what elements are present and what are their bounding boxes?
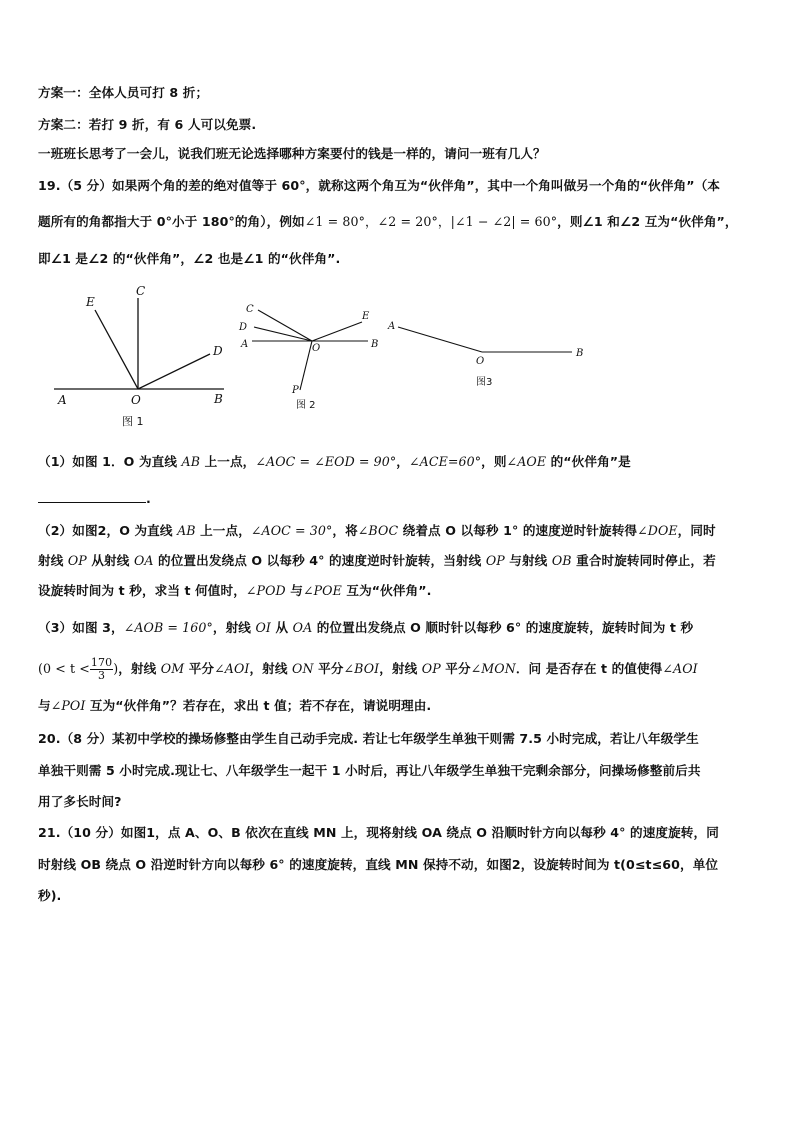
q19-p1-angle-ace: ∠ACE=60° bbox=[409, 454, 482, 469]
math-poe: ∠POE bbox=[302, 583, 342, 598]
fig2-ray-od bbox=[254, 327, 312, 341]
q19-line-3: 即∠1 是∠2 的“伙伴角”，∠2 也是∠1 的“伙伴角”. bbox=[38, 251, 341, 266]
q19-part-3-line-1 bbox=[38, 619, 693, 637]
math-aob: ∠AOB = 160° bbox=[123, 620, 213, 635]
math-ab: AB bbox=[177, 523, 196, 538]
fig1-label-e: E bbox=[86, 295, 95, 309]
fig1-label-a: A bbox=[58, 393, 67, 407]
fig2-ray-oc bbox=[258, 310, 312, 341]
t: 上一点， bbox=[195, 523, 251, 538]
fig2-ray-oe bbox=[312, 322, 362, 341]
q19-line-2-text-b: ，则∠1 和∠2 互为“伙伴角”， bbox=[557, 214, 738, 229]
fig2-label-c: C bbox=[246, 304, 254, 315]
t: 重合时旋转同时停止，若 bbox=[571, 553, 716, 568]
q19-part-3-line-3 bbox=[38, 697, 431, 715]
math-oa: OA bbox=[133, 553, 154, 568]
fig3-label-b: B bbox=[576, 348, 584, 359]
fig1-label-c: C bbox=[136, 284, 146, 298]
figure-1 bbox=[50, 280, 240, 430]
q19-part-1-answer bbox=[38, 489, 151, 508]
fig3-label-o: O bbox=[476, 356, 485, 367]
fig1-ray-oe bbox=[95, 310, 138, 389]
q19-p1-text-a: （1）如图 1．O 为直线 bbox=[38, 454, 182, 469]
t: ，射线 bbox=[118, 661, 161, 676]
math-ob: OB bbox=[551, 553, 572, 568]
fig3-label-a: A bbox=[388, 321, 396, 332]
q19-part-1 bbox=[38, 453, 631, 471]
math-doe: ∠DOE bbox=[637, 523, 678, 538]
q20-line-1: 20.（8 分）某初中学校的操场修整由学生自己动手完成. 若让七年级学生单独干则需 7.5 小时完成，若让八年级学生 bbox=[38, 731, 699, 746]
t: ，将 bbox=[332, 523, 358, 538]
t: 与射线 bbox=[504, 553, 552, 568]
fig1-label-b: B bbox=[214, 392, 223, 406]
q19-p1-line-ab: AB bbox=[181, 454, 201, 469]
math-aoi: ∠AOI bbox=[214, 661, 250, 676]
q19-line-1: 19.（5 分）如果两个角的差的绝对值等于 60°，就称这两个角互为“伙伴角”，其中一个角叫做另一个角的“伙伴角”（本 bbox=[38, 178, 720, 193]
fig1-label-d: D bbox=[213, 344, 223, 358]
math-aoc: ∠AOC = 30° bbox=[250, 523, 333, 538]
t: （2）如图2，O 为直线 bbox=[38, 523, 178, 538]
math-boi: ∠BOI bbox=[343, 661, 380, 676]
fig3-ray-oa bbox=[398, 327, 482, 352]
q19-p1-end: . bbox=[146, 491, 151, 506]
q19-line-2-text-a: 题所有的角都指大于 0°小于 180°的角），例如 bbox=[38, 214, 305, 229]
fig2-label-a: A bbox=[241, 339, 249, 350]
t: 与 bbox=[285, 583, 303, 598]
figure-3 bbox=[384, 315, 594, 390]
q19-line-2 bbox=[38, 213, 738, 231]
q20-line-2: 单独干则需 5 小时完成.现让七、八年级学生一起干 1 小时后，再让八年级学生单独干完剩余部分，问操场修整前后共 bbox=[38, 763, 701, 778]
fig2-caption: 图 2 bbox=[296, 400, 316, 411]
math-mon: ∠MON bbox=[470, 661, 516, 676]
q21-line-3: 秒). bbox=[38, 888, 62, 903]
fig2-label-e: E bbox=[362, 311, 370, 322]
math-om: OM bbox=[160, 661, 185, 676]
answer-blank[interactable] bbox=[38, 489, 146, 503]
t: 平分 bbox=[184, 661, 215, 676]
q21-line-1: 21.（10 分）如图1，点 A、O、B 依次在直线 MN 上，现将射线 OA 绕点 O 沿顺时针方向以每秒 4° 的速度旋转，同 bbox=[38, 825, 719, 840]
t: 射线 bbox=[38, 553, 68, 568]
fig1-label-o: O bbox=[131, 393, 141, 407]
fig2-label-d: D bbox=[239, 322, 248, 333]
q20-line-3: 用了多长时间? bbox=[38, 794, 122, 809]
q19-p1-text-c: ， bbox=[396, 454, 409, 469]
plan-one: 方案一：全体人员可打 8 折； bbox=[38, 85, 209, 100]
q19-p1-text-e: 的“伙伴角”是 bbox=[546, 454, 631, 469]
t: 互为“伙伴角”. bbox=[341, 583, 432, 598]
math-range-open: (0 < t < bbox=[38, 661, 90, 676]
q19-p1-text-b: 上一点， bbox=[200, 454, 256, 469]
t: 从 bbox=[271, 620, 293, 635]
q19-example-formula: ∠1 = 80°，∠2 = 20°，|∠1 − ∠2| = 60° bbox=[304, 214, 558, 229]
q19-p1-angles: ∠AOC = ∠EOD = 90° bbox=[255, 454, 397, 469]
figure-2 bbox=[236, 300, 386, 415]
t: 绕着点 O 以每秒 1° 的速度逆时针旋转得 bbox=[398, 523, 638, 538]
fig2-label-b: B bbox=[371, 339, 379, 350]
t: 的位置出发绕点 O 顺时针以每秒 6° 的速度旋转，旋转时间为 t 秒 bbox=[312, 620, 694, 635]
fig1-ray-od bbox=[138, 354, 210, 389]
fig2-ray-op bbox=[300, 341, 312, 390]
fraction-170-3 bbox=[90, 657, 113, 682]
math-on: ON bbox=[292, 661, 314, 676]
t: 的位置出发绕点 O 以每秒 4° 的速度逆时针旋转，当射线 bbox=[153, 553, 486, 568]
t: 平分 bbox=[440, 661, 471, 676]
math-oa: OA bbox=[292, 620, 313, 635]
q19-p1-angle-aoe: ∠AOE bbox=[506, 454, 547, 469]
fraction-numerator: 170 bbox=[90, 656, 113, 669]
t: 从射线 bbox=[86, 553, 134, 568]
plan-two: 方案二：若打 9 折，有 6 人可以免票. bbox=[38, 117, 257, 132]
t: （3）如图 3， bbox=[38, 620, 124, 635]
q19-part-3-line-2 bbox=[38, 657, 698, 682]
fig2-label-p: P bbox=[292, 385, 299, 396]
fraction-denominator: 3 bbox=[98, 669, 106, 682]
t: 与 bbox=[38, 698, 51, 713]
t: ，同时 bbox=[677, 523, 716, 538]
t: ，射线 bbox=[249, 661, 293, 676]
q19-part-2-line-1 bbox=[38, 522, 716, 540]
q19-part-2-line-3 bbox=[38, 582, 431, 600]
math-poi: ∠POI bbox=[50, 698, 86, 713]
math-boc: ∠BOC bbox=[357, 523, 399, 538]
fig2-label-o: O bbox=[312, 343, 321, 354]
math-pod: ∠POD bbox=[245, 583, 286, 598]
q19-p1-text-d: ，则 bbox=[481, 454, 507, 469]
t: ．问 是否存在 t 的值使得 bbox=[515, 661, 663, 676]
math-op: OP bbox=[485, 553, 505, 568]
q19-part-2-line-2 bbox=[38, 552, 716, 570]
q21-line-2: 时射线 OB 绕点 O 沿逆时针方向以每秒 6° 的速度旋转，直线 MN 保持不动，如图2，设旋转时间为 t(0≤t≤60，单位 bbox=[38, 857, 719, 872]
t: ，射线 bbox=[379, 661, 422, 676]
t: 平分 bbox=[313, 661, 344, 676]
math-range-close: ) bbox=[113, 661, 119, 676]
t: 设旋转时间为 t 秒，求当 t 何值时， bbox=[38, 583, 246, 598]
fig1-caption: 图 1 bbox=[122, 415, 144, 428]
math-aoi: ∠AOI bbox=[662, 661, 698, 676]
fig3-caption: 图3 bbox=[476, 377, 493, 388]
question-18-ask: 一班班长思考了一会儿，说我们班无论选择哪种方案要付的钱是一样的，请问一班有几人？ bbox=[38, 146, 546, 161]
math-op: OP bbox=[67, 553, 87, 568]
t: 互为“伙伴角”？若存在，求出 t 值；若不存在，请说明理由. bbox=[85, 698, 432, 713]
t: ，射线 bbox=[212, 620, 256, 635]
math-op: OP bbox=[421, 661, 441, 676]
math-oi: OI bbox=[255, 620, 271, 635]
